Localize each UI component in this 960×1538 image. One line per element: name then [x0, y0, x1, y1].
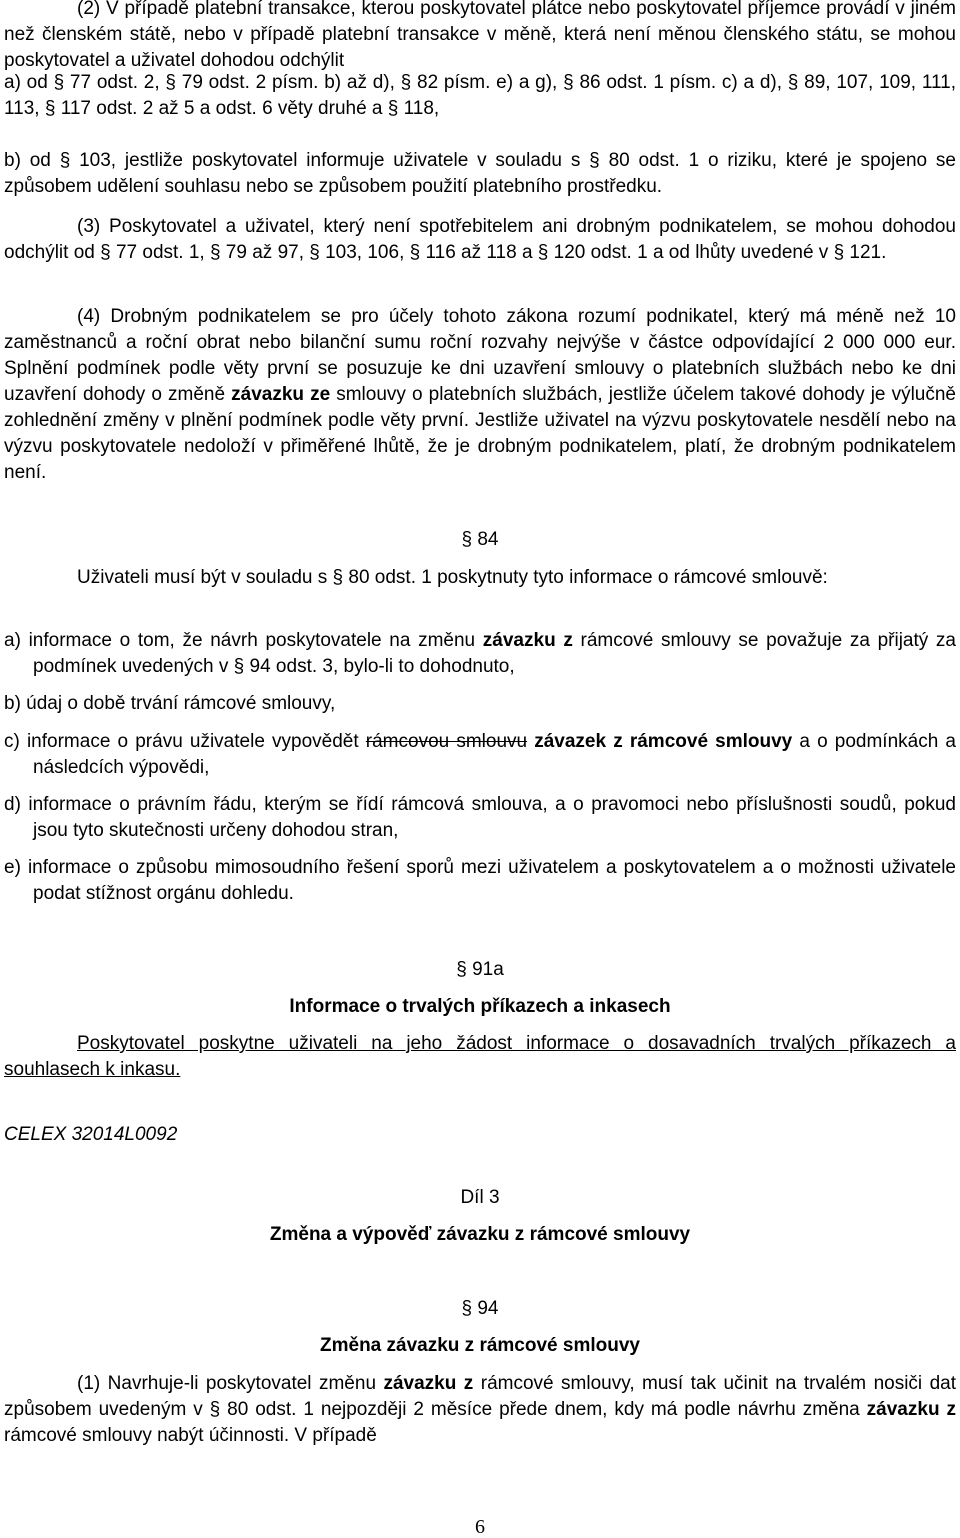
paragraph-3: (3) Poskytovatel a uživatel, který není spotřebitelem ani drobným podnikatelem, se mohou dohodou odchýlit od § 77 odst. 1, § 79 až 97, § 103, 106, § 116 až 118 a § 120 odst. 1 a od lhůty uvedené v § 121.	[4, 216, 956, 263]
section-84-item-c-inserted: závazek z rámcové smlouvy	[527, 731, 793, 752]
section-84-item-e: e) informace o způsobu mimosoudního řešení sporů mezi uživatelem a poskytovatelem a o možnosti uživatele podat stížnost orgánu dohledu.	[4, 857, 956, 904]
section-84-item-a-text-2: rámcové smlouvy se považuje za přijatý za podmínek uvedených v § 94 odst. 3, bylo-li to dohodnuto,	[33, 630, 956, 677]
section-94-bold-1: závazku z	[383, 1373, 474, 1394]
section-94-text-1: (1) Navrhuje-li poskytovatel změnu	[77, 1373, 384, 1394]
section-91a-heading: § 91a	[456, 959, 504, 980]
section-84-item-a	[4, 628, 956, 680]
paragraph-4	[4, 304, 956, 486]
paragraph-2-intro: (2) V případě platební transakce, kterou poskytovatel plátce nebo poskytovatel příjemce provádí v jiném než členském státě, nebo v případě platební transakce v měně, která není měnou členského státu, se mohou poskytovatel a uživatel dohodou odchýlit	[4, 0, 956, 71]
section-84-item-d: d) informace o právním řádu, kterým se řídí rámcová smlouva, a o pravomoci nebo příslušnosti soudů, pokud jsou tyto skutečnosti určeny dohodou stran,	[4, 794, 956, 841]
section-84-item-a-bold: závazku z	[482, 630, 573, 651]
section-91a-text: Poskytovatel poskytne uživateli na jeho žádost informace o dosavadních trvalých příkazech a souhlasech k inkasu.	[4, 1033, 956, 1080]
paragraph-2-item-a: a) od § 77 odst. 2, § 79 odst. 2 písm. b) až d), § 82 písm. e) a g), § 86 odst. 1 písm. c) a d), § 89, 107, 109, 111, 113, § 117 odst. 2 až 5 a odst. 6 věty druhé a § 118,	[4, 72, 956, 119]
section-94-text-3: rámcové smlouvy nabýt účinnosti. V případě	[4, 1425, 377, 1446]
paragraph-4-bold: závazku ze	[231, 384, 331, 405]
section-84-item-c-text-1: c) informace o právu uživatele vypovědět	[4, 731, 366, 752]
section-84-item-a-text-1: a) informace o tom, že návrh poskytovatele na změnu	[4, 630, 483, 651]
section-91a-title: Informace o trvalých příkazech a inkasech	[289, 996, 671, 1017]
part-3-title: Změna a výpověď závazku z rámcové smlouvy	[269, 1224, 691, 1245]
paragraph-4-text-2: smlouvy o platebních službách, jestliže účelem takové dohody je výlučně zohlednění změny v plnění podmínek podle věty první. Jestliže uživatel na výzvu poskytovatele nesdělí nebo na výzvu poskytovatele nedoloží v přiměřené lhůtě, že je drobným podnikatelem, platí, že drobným podnikatelem není.	[4, 384, 956, 483]
section-84-heading: § 84	[461, 529, 499, 550]
section-84-item-c-text-2: a o podmínkách a následcích výpovědi,	[33, 731, 956, 778]
section-94-bold-2: závazku z	[866, 1399, 956, 1420]
section-84-item-b: b) údaj o době trvání rámcové smlouvy,	[4, 693, 336, 714]
section-84-item-c-deleted: rámcovou smlouvu	[365, 731, 528, 752]
section-84-item-c	[4, 729, 956, 781]
section-94-heading: § 94	[461, 1298, 499, 1319]
section-94-paragraph-1	[4, 1371, 956, 1449]
section-84-intro: Uživateli musí být v souladu s § 80 odst. 1 poskytnuty tyto informace o rámcové smlouvě:	[77, 567, 828, 588]
section-94-title: Změna závazku z rámcové smlouvy	[320, 1335, 640, 1356]
page-number: 6	[475, 1516, 485, 1538]
part-3-heading: Díl 3	[460, 1187, 500, 1208]
paragraph-4-text-1: (4) Drobným podnikatelem se pro účely tohoto zákona rozumí podnikatel, který má méně než 10 zaměstnanců a roční obrat nebo bilanční sumu roční rozvahy nejvýše v částce odpovídající 2 000 000 eur. Splnění podmínek podle věty první se posuzuje ke dni uzavření smlouvy o platebních službách nebo ke dni uzavření dohody o změně	[4, 306, 956, 405]
section-94-text-2: rámcové smlouvy, musí tak učinit na trvalém nosiči dat způsobem uvedeným v § 80 odst. 1 nejpozději 2 měsíce přede dnem, kdy má podle návrhu změna	[4, 1373, 957, 1420]
celex-reference: CELEX 32014L0092	[4, 1124, 178, 1145]
paragraph-2-item-b: b) od § 103, jestliže poskytovatel informuje uživatele v souladu s § 80 odst. 1 o riziku, které je spojeno se způsobem udělení souhlasu nebo se způsobem použití platebního prostředku.	[4, 150, 956, 197]
